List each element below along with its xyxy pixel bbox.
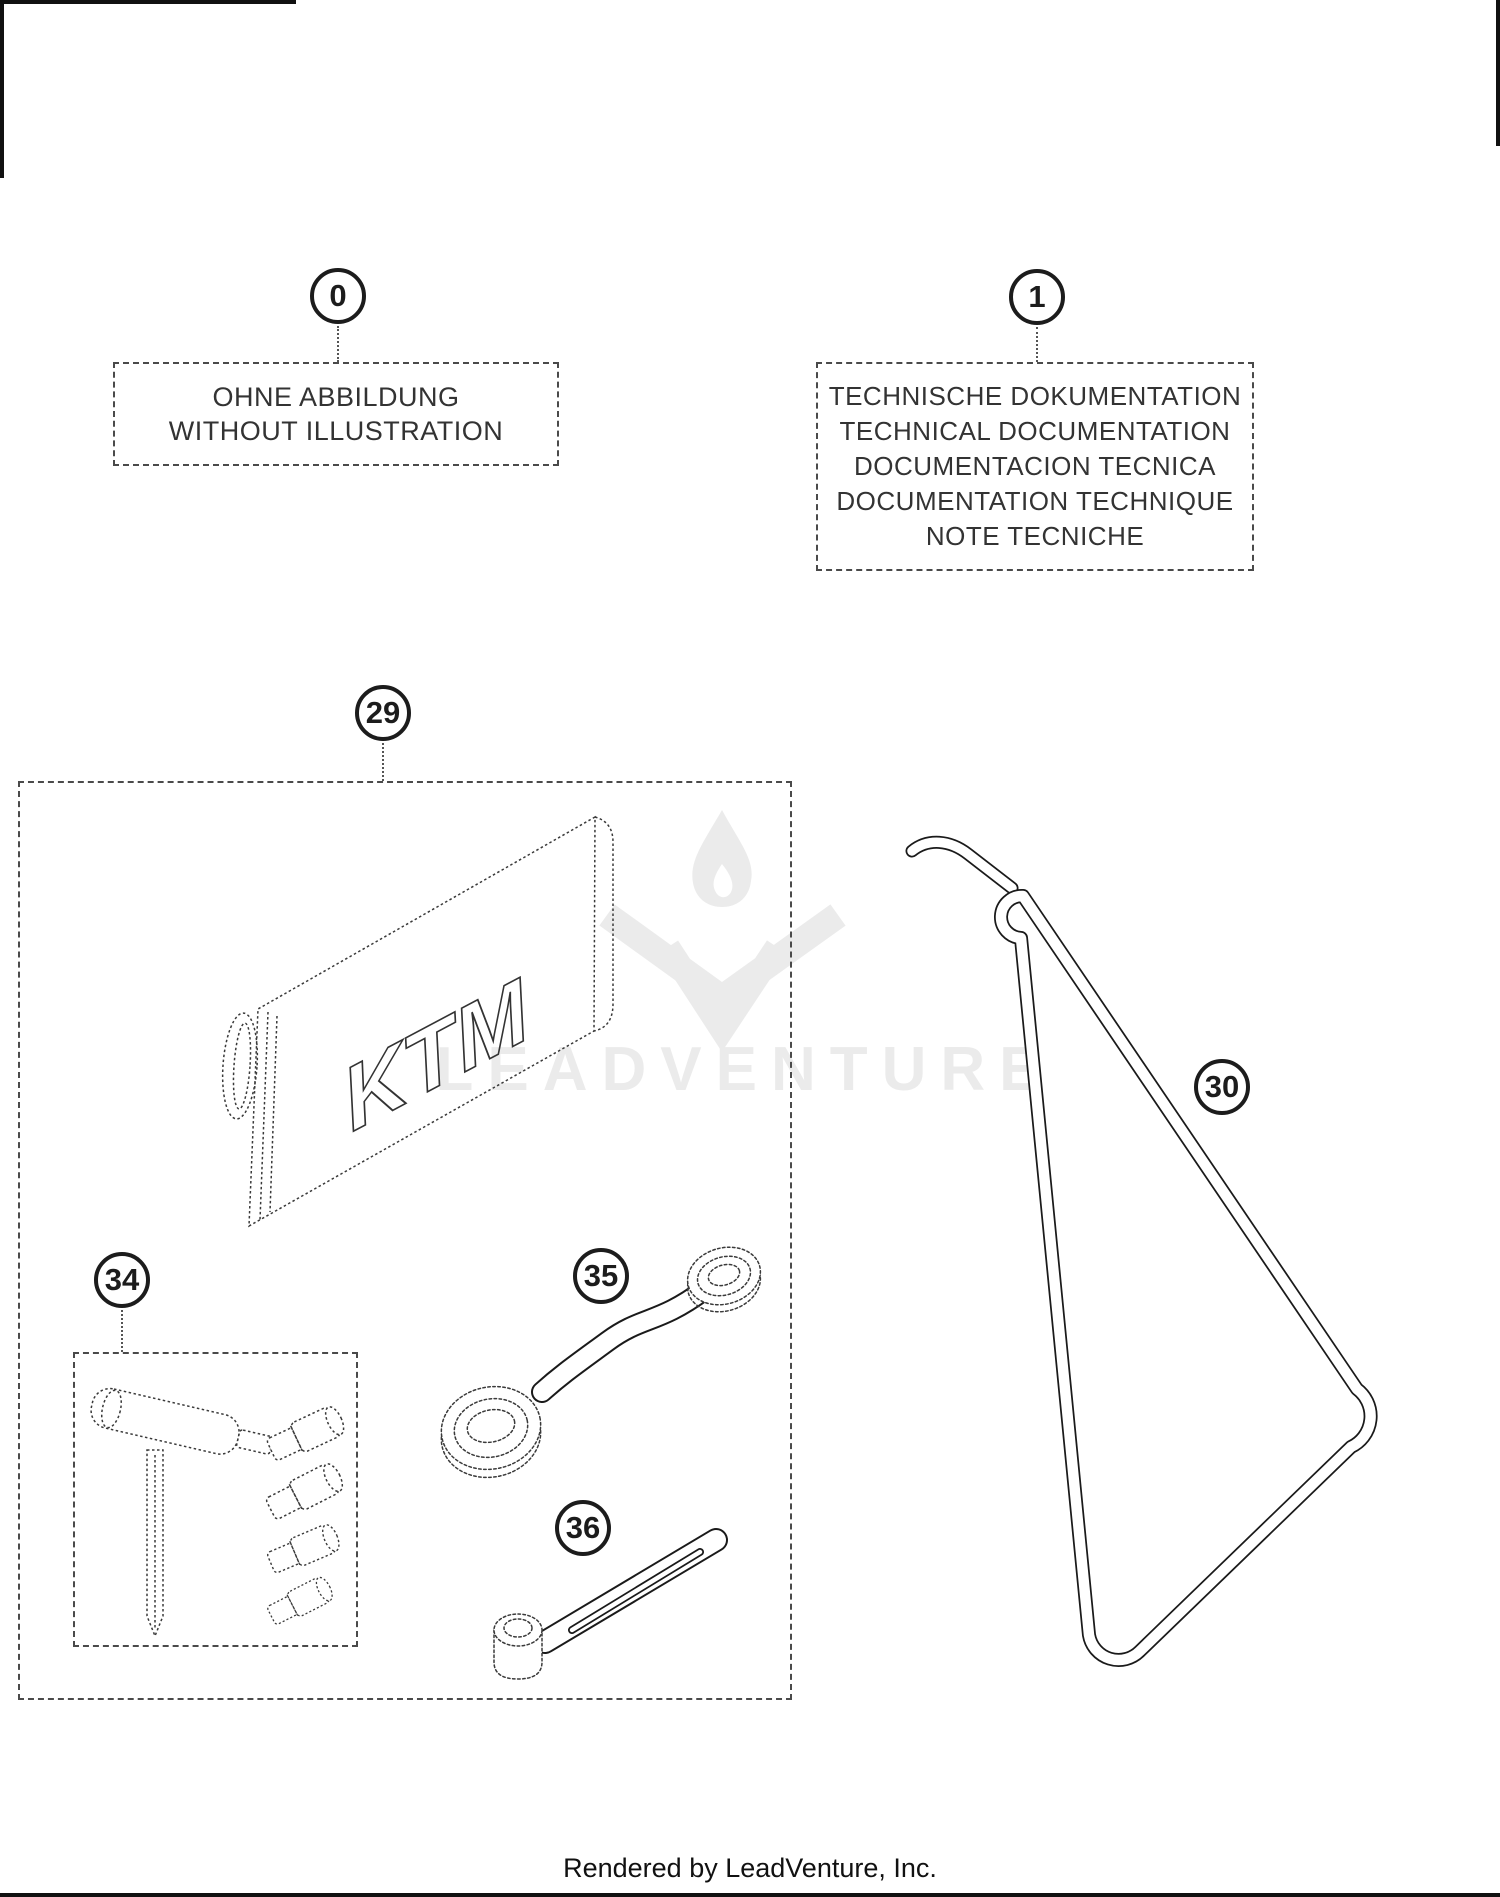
scan-border-bottom — [0, 1893, 1500, 1897]
callout-1-leader-line — [1036, 327, 1038, 362]
scan-border-right — [1496, 0, 1500, 146]
note-line: OHNE ABBILDUNG — [212, 382, 460, 412]
note-line: DOCUMENTACION TECNICA — [854, 451, 1216, 481]
ktm-logo: KTM — [333, 971, 518, 1151]
callout-29-leader-line — [382, 743, 384, 781]
callout-34-leader-line — [121, 1310, 123, 1352]
watermark-text: LEADVENTURE — [435, 1035, 1055, 1104]
callout-30[interactable]: 30 — [1194, 1059, 1250, 1115]
callout-0-leader-line — [337, 326, 339, 362]
callout-1[interactable]: 1 — [1009, 269, 1065, 325]
note-line: WITHOUT ILLUSTRATION — [168, 416, 504, 446]
stand-frame-fill — [1001, 896, 1371, 1660]
note-line: TECHNICAL DOCUMENTATION — [839, 416, 1231, 446]
scan-border-left — [0, 0, 4, 178]
callout-0[interactable]: 0 — [310, 268, 366, 324]
callout-34[interactable]: 34 — [94, 1252, 150, 1308]
tool-34-frame-box — [73, 1352, 358, 1647]
note-line: DOCUMENTATION TECHNIQUE — [836, 486, 1234, 516]
footer-credit: Rendered by LeadVenture, Inc. — [563, 1853, 937, 1883]
callout-36[interactable]: 36 — [555, 1500, 611, 1556]
scan-border-top — [0, 0, 296, 4]
note-box-without-illustration — [113, 362, 559, 466]
note-line: TECHNISCHE DOKUMENTATION — [828, 381, 1242, 411]
callout-29[interactable]: 29 — [355, 685, 411, 741]
triangle-stand-illustration — [912, 842, 1371, 1660]
callout-35[interactable]: 35 — [573, 1248, 629, 1304]
note-line: NOTE TECNICHE — [925, 521, 1145, 551]
note-box-technical-documentation — [816, 362, 1254, 571]
